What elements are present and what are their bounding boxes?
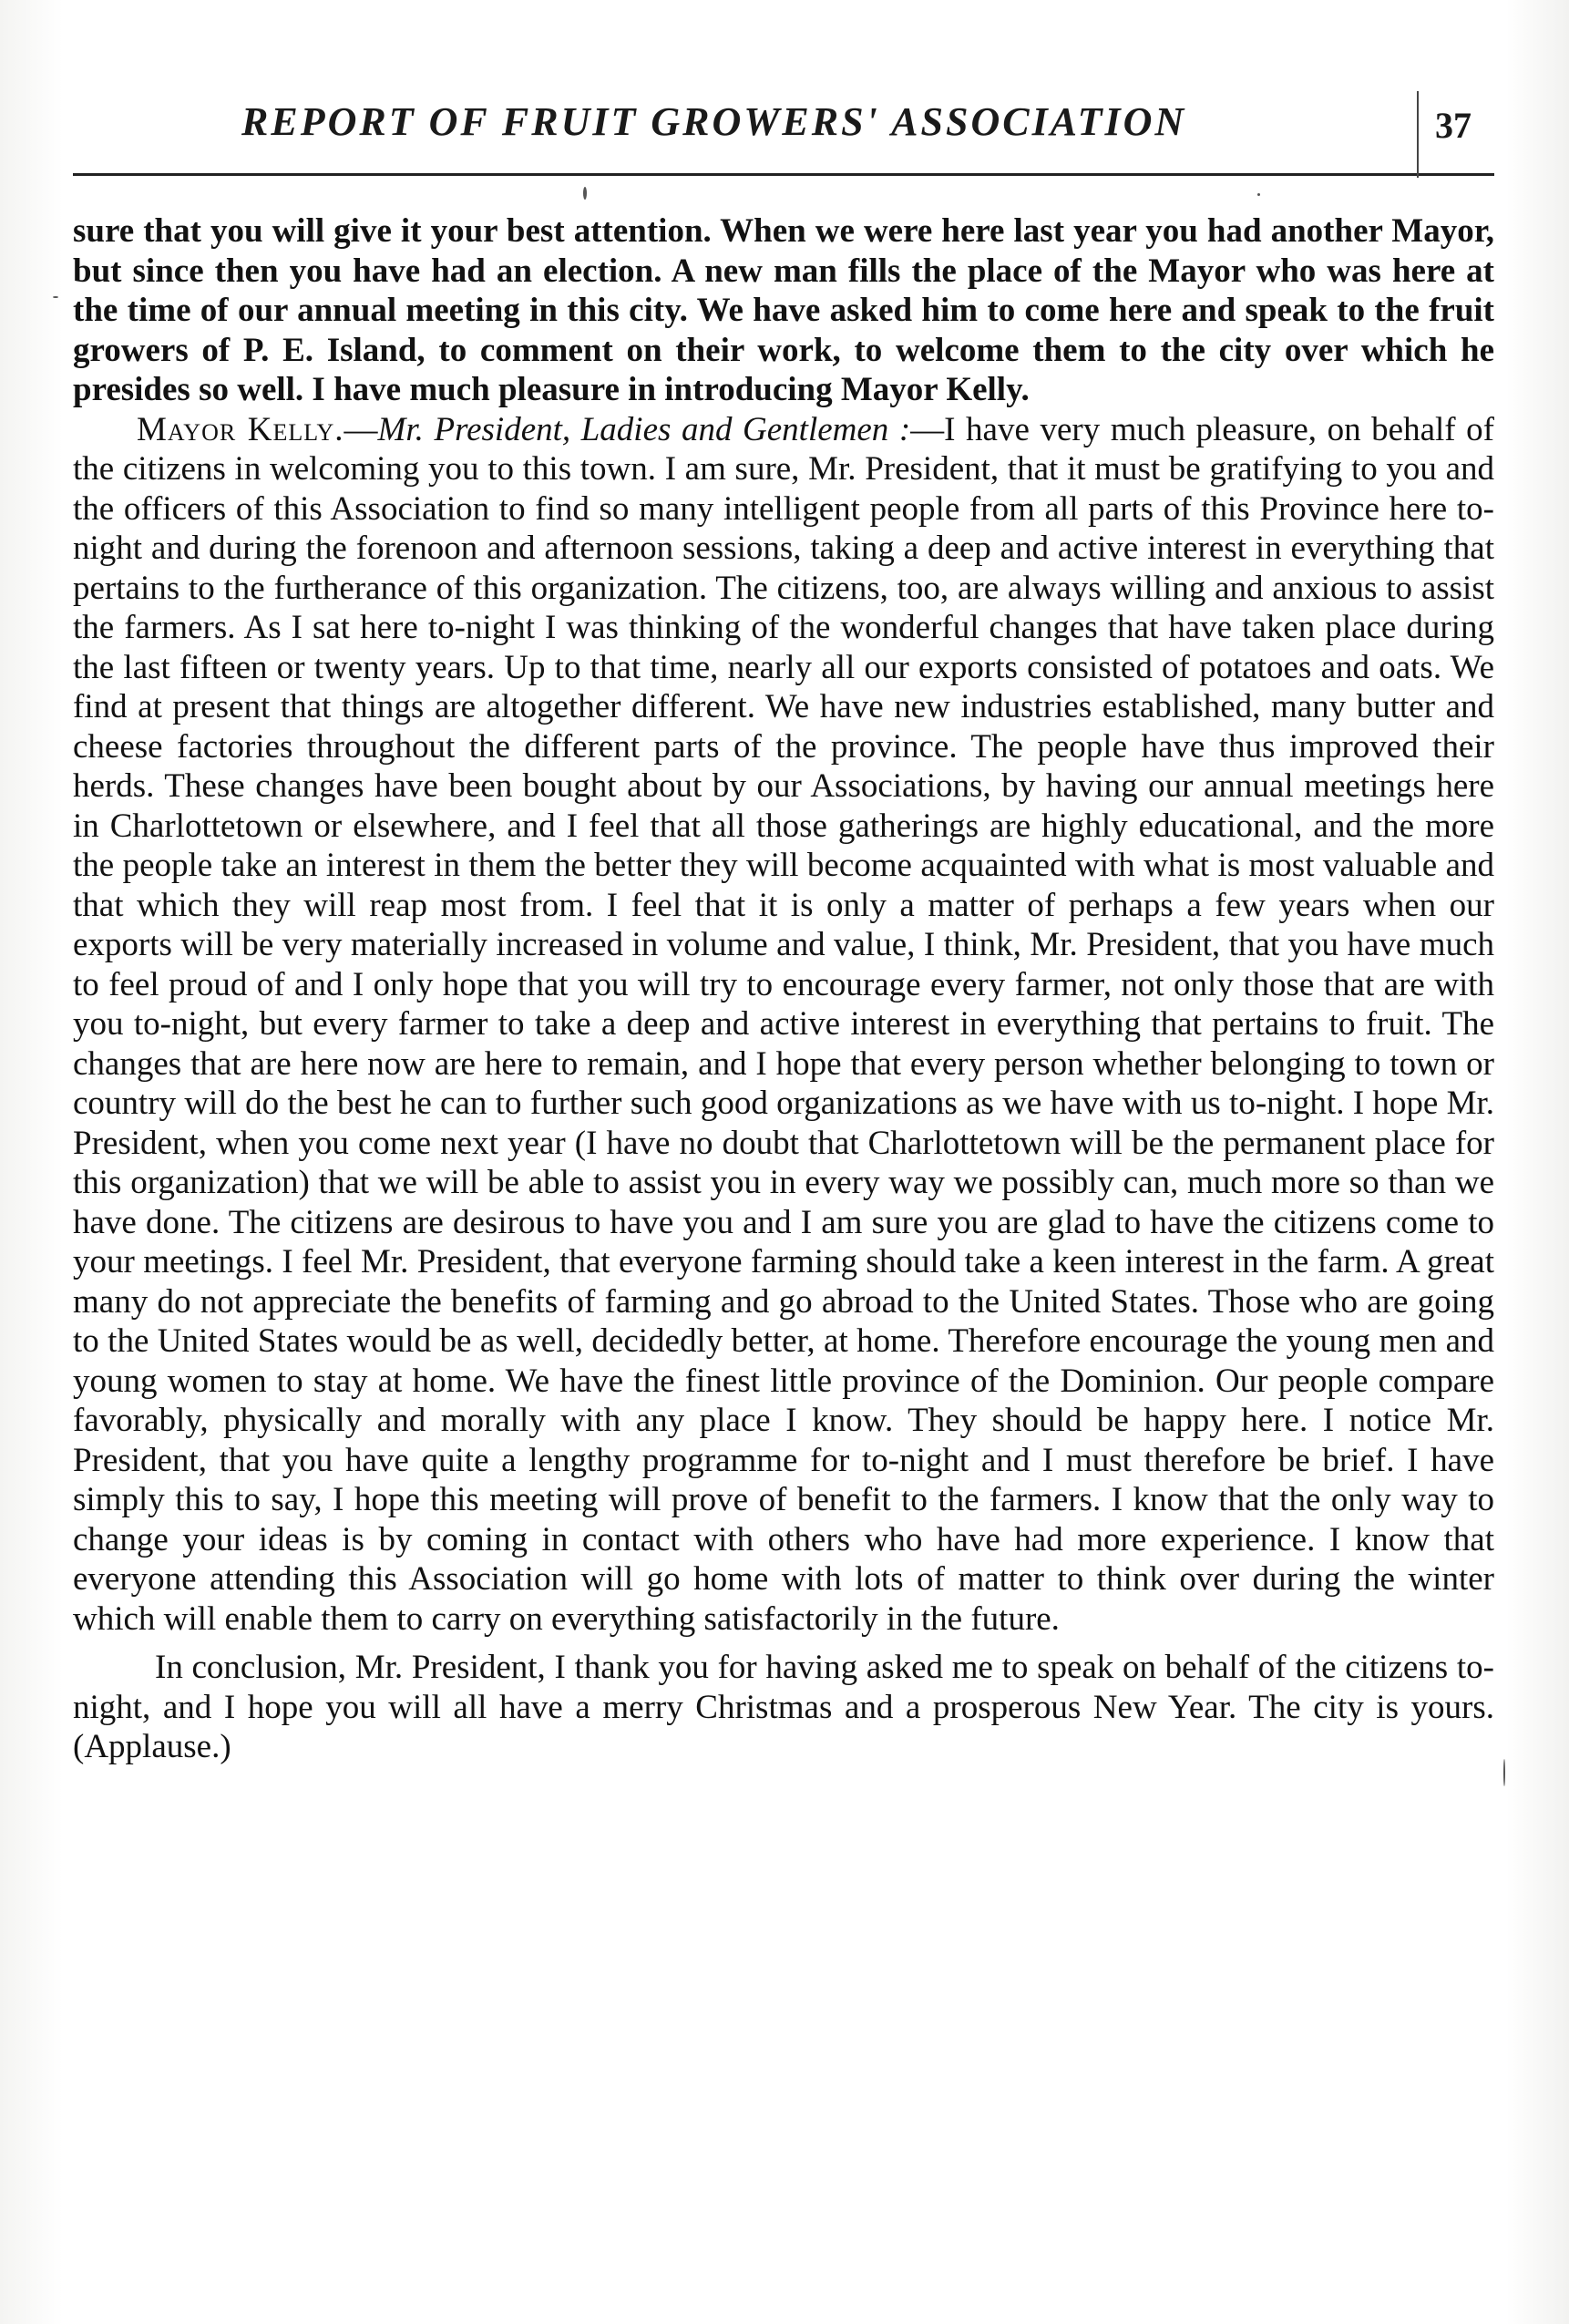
speech-text: —I have very much pleasure, on behalf of the citizens in welcoming you to this town. I am sure, Mr. President, that it must be gratifying to you and the officers of this Association to find so many intelligent people from all parts of this Province here to-night and during the forenoon and afternoon sessions, taking a deep and active interest in everything that pertains to the furtherance of this organization. The citizens, too, are always willing and anxious to assist the farmers. As I sat here to-night I was thinking of the wonderful changes that have taken place during the last fifteen or twenty years. Up to that time, nearly all our exports consisted of potatoes and oats. We find at present that things are altogether different. We have new industries established, many butter and cheese factories throughout the different parts of the province. The people have thus improved their herds. These changes have been bought about by our Associations, by having our annual meetings here in Charlottetown or elsewhere, and I feel that all those gatherings are highly educational, and the more the people take an interest in them the better they will become acquainted with what is most valuable and that which they will reap most from. I feel that it is only a matter of perhaps a few years when our exports will be very materially increased in volume and value, I think, Mr. President, that you have much to feel proud of and I only hope that you will try to encourage every farmer, not only those that are with you to-night, but every farmer to take a deep and active interest in everything that pertains to fruit. The changes that are here now are here to remain, and I hope that every person whether belonging to town or country will do the best he can to further such good organizations as we have with us to-night. I hope Mr. President, when you come next year (I have no doubt that Charlottetown will be the permanent place for this organization) that we will be able to assist you in every way we possibly can, much more so than we have done. The citizens are desirous to have you and I am sure you are glad to have the citizens come to your meetings. I feel Mr. President, that everyone farming should take a keen interest in the farm. A great many do not appreciate the benefits of farming and go abroad to the United States. Those who are going to the United States would be as well, decidedly better, at home. Therefore encourage the young men and young women to stay at home. We have the finest little province of the Dominion. Our people compare favorably, physically and morally with any place I know. They should be happy here. I notice Mr. President, that you have quite a lengthy programme for to-night and I must therefore be brief. I have simply this to say, I hope this meeting will prove of benefit to the farmers. I know that the only way to change your ideas is by coming in contact with others who have had more experience. I know that everyone attending this Association will go home with lots of matter to think over during the winter which will enable them to carry on everything satisfactorily in the future. bbox=[73, 410, 1494, 1638]
closing-paragraph: In conclusion, Mr. President, I thank you for having asked me to speak on behalf of the citizens to-night, and I hope you will all have a merry Christmas and a prosperous New Year. The city is yours. (Applause.) bbox=[73, 1649, 1494, 1765]
page-number: 37 bbox=[1435, 105, 1472, 146]
header-rule bbox=[73, 173, 1494, 176]
salutation: Mr. President, Ladies and Gentlemen : bbox=[377, 410, 911, 448]
scan-speck bbox=[53, 296, 58, 298]
scan-speck bbox=[583, 187, 587, 200]
scan-speck bbox=[1503, 1759, 1505, 1786]
intro-paragraph: sure that you will give it your best attention. When we were here last year you had another Mayor, but since then you have had an election. A new man fills the place of the Mayor who was here at the time of our annual meeting in this city. We have asked him to come here and speak to the fruit growers of P. E. Island, to comment on their work, to welcome them to the city over which he presides so well. I have much pleasure in introducing Mayor Kelly. bbox=[73, 212, 1494, 408]
header-rule-tick bbox=[1417, 91, 1419, 178]
speaker-name: Mayor Kelly. bbox=[137, 410, 344, 448]
speaker-dash: — bbox=[344, 410, 378, 448]
scan-speck bbox=[1257, 193, 1260, 196]
speech-paragraph bbox=[73, 410, 1494, 1640]
body-text bbox=[73, 211, 1494, 1767]
running-title: REPORT OF FRUIT GROWERS' ASSOCIATION bbox=[241, 99, 1187, 144]
page-header bbox=[223, 98, 1499, 153]
